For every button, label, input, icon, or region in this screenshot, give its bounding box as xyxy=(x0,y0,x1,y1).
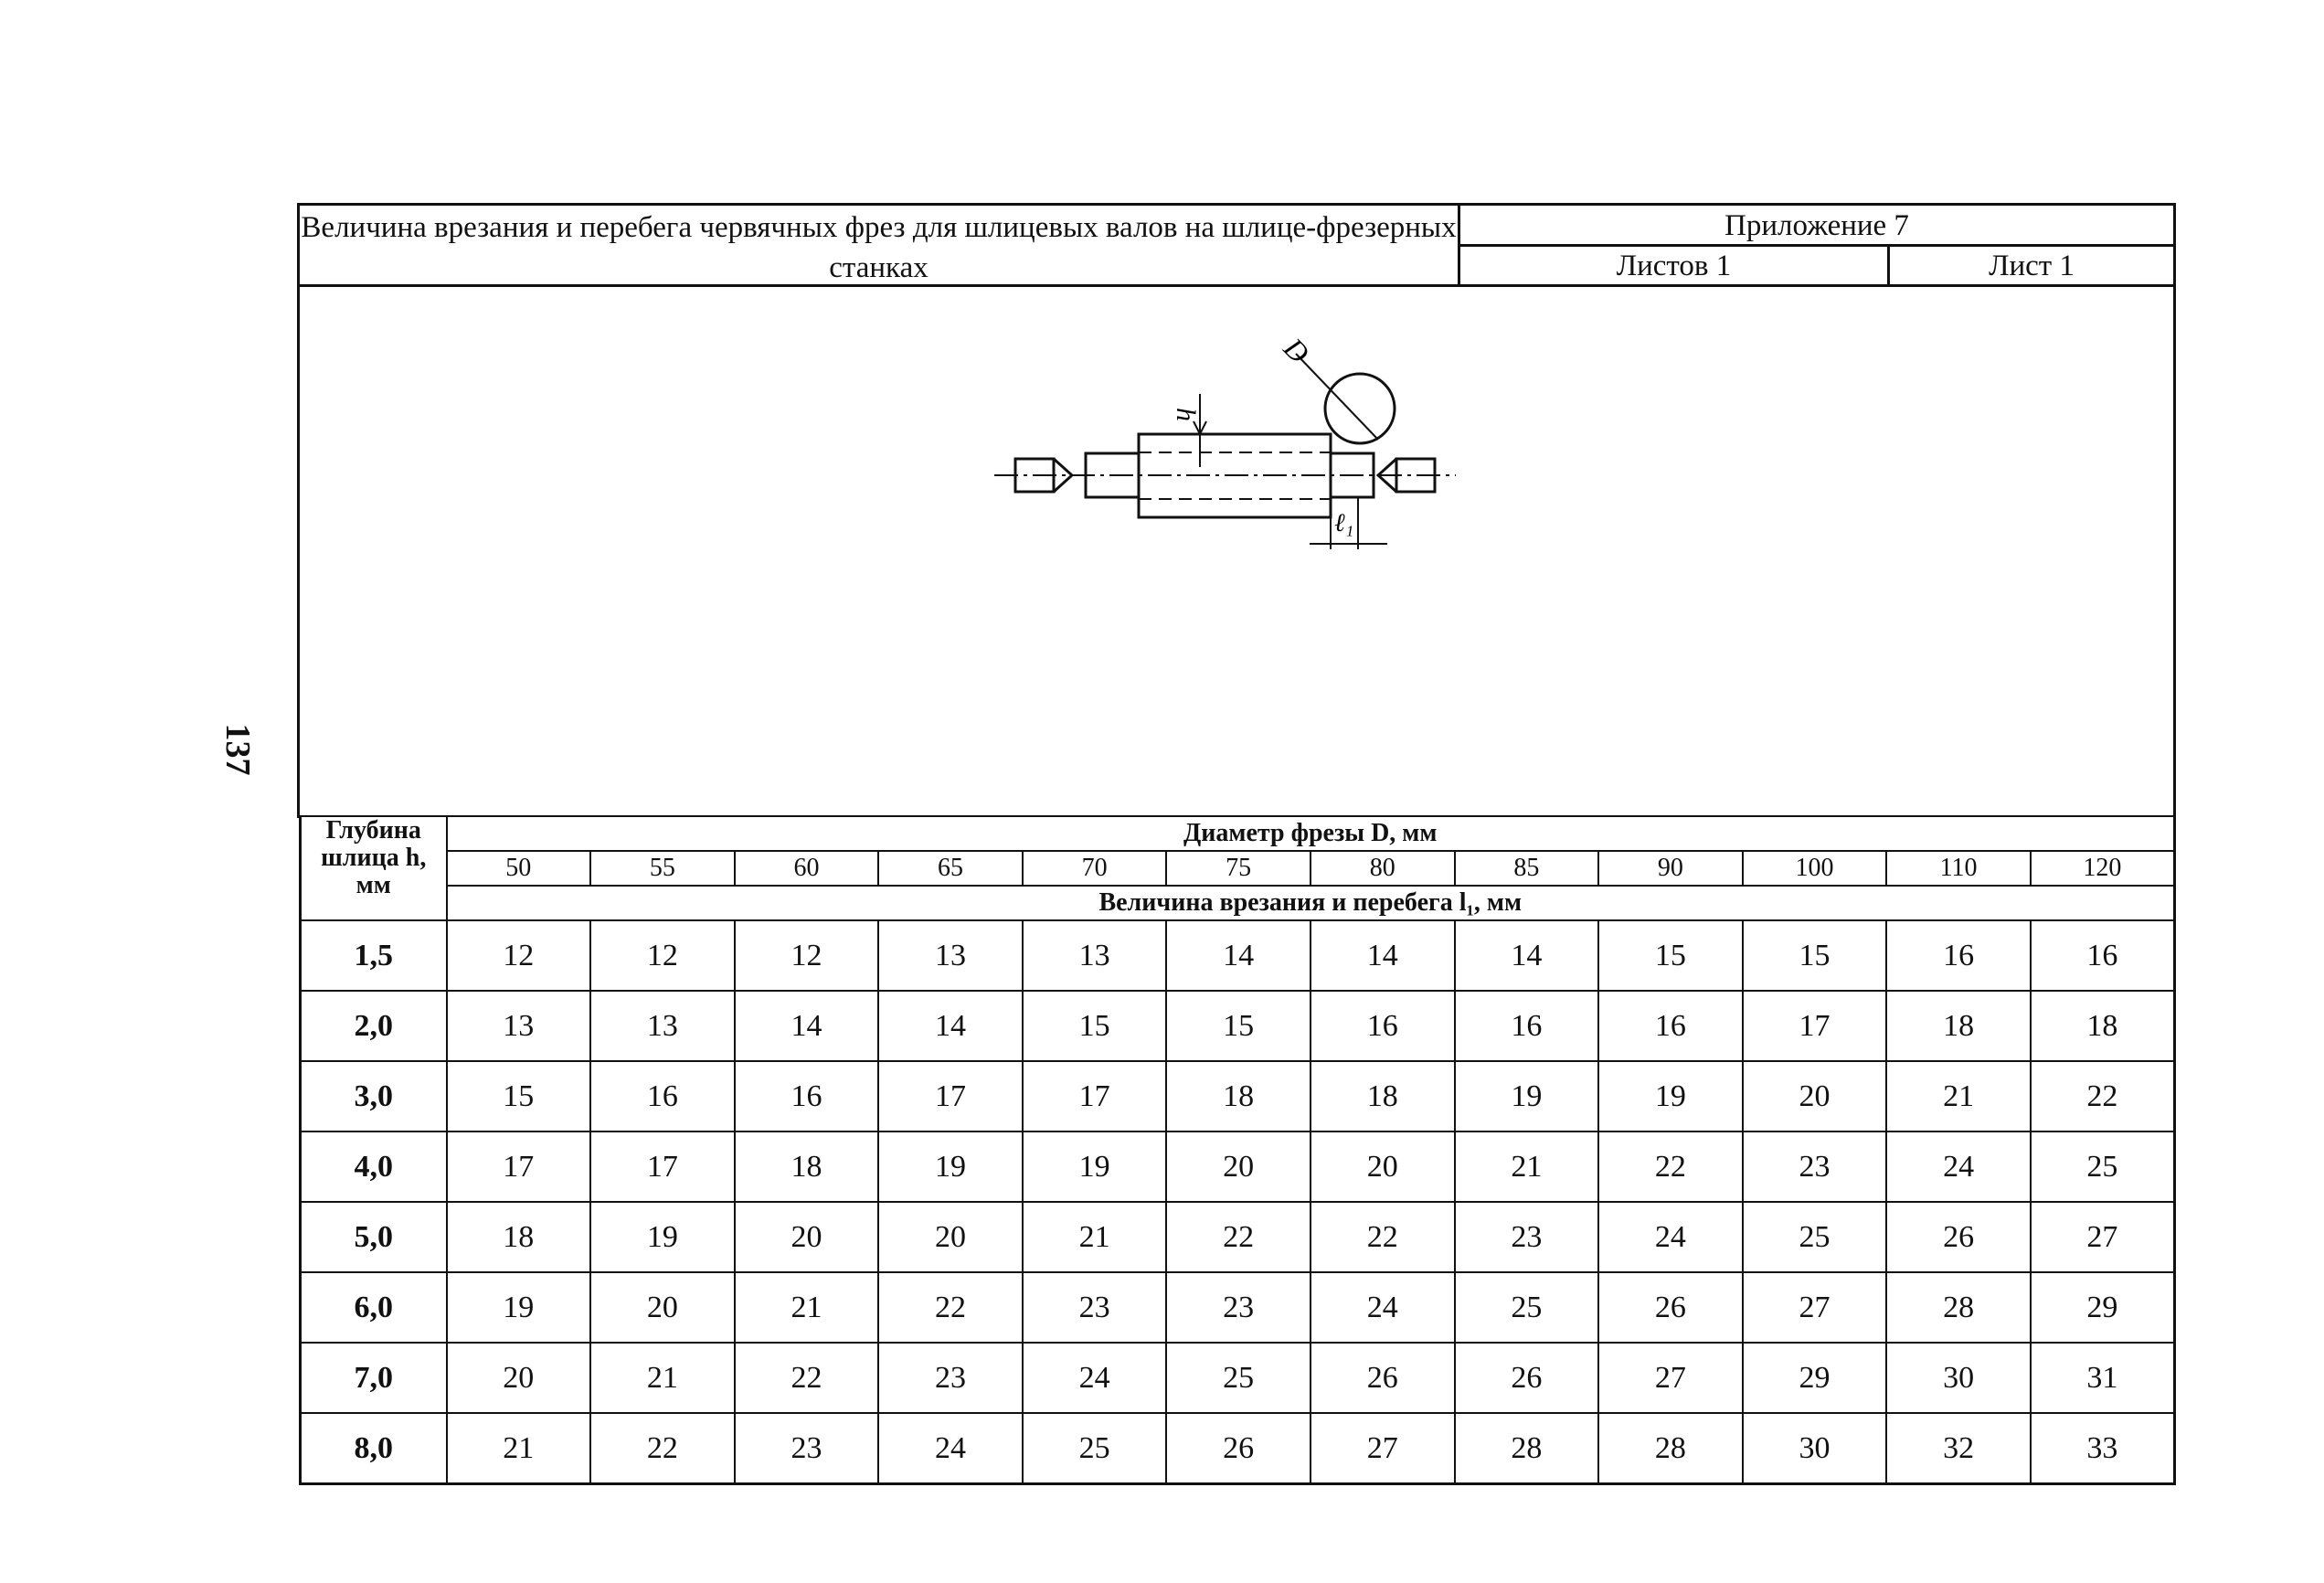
value-cell: 23 xyxy=(735,1413,879,1484)
depth-cell: 7,0 xyxy=(301,1343,447,1413)
value-cell: 13 xyxy=(1023,920,1167,991)
depth-cell: 5,0 xyxy=(301,1202,447,1272)
diameter-header: Диаметр фрезы D, мм xyxy=(447,816,2175,851)
diameter-cell: 110 xyxy=(1886,851,2031,886)
value-cell: 16 xyxy=(2031,920,2175,991)
diameter-cell: 80 xyxy=(1311,851,1455,886)
value-cell: 27 xyxy=(1598,1343,1743,1413)
value-cell: 25 xyxy=(1743,1202,1887,1272)
table-row xyxy=(301,920,2175,991)
value-cell: 30 xyxy=(1886,1343,2031,1413)
value-cell: 26 xyxy=(1166,1413,1311,1484)
value-cell: 24 xyxy=(878,1413,1023,1484)
value-cell: 21 xyxy=(735,1272,879,1343)
value-cell: 23 xyxy=(1455,1202,1599,1272)
table-body xyxy=(301,816,2175,1484)
value-cell: 28 xyxy=(1886,1272,2031,1343)
value-cell: 14 xyxy=(1455,920,1599,991)
value-cell: 20 xyxy=(447,1343,591,1413)
depth-cell: 8,0 xyxy=(301,1413,447,1484)
value-cell: 14 xyxy=(735,991,879,1061)
value-cell: 29 xyxy=(2031,1272,2175,1343)
title-block xyxy=(297,203,2176,287)
value-cell: 14 xyxy=(1166,920,1311,991)
value-cell: 17 xyxy=(878,1061,1023,1131)
value-cell: 22 xyxy=(590,1413,735,1484)
sheet-info xyxy=(1460,247,2173,285)
value-cell: 22 xyxy=(735,1343,879,1413)
value-cell: 15 xyxy=(1166,991,1311,1061)
value-cell: 19 xyxy=(1455,1061,1599,1131)
value-cell: 24 xyxy=(1886,1131,2031,1202)
header-row-values xyxy=(301,851,2175,886)
table-row xyxy=(301,991,2175,1061)
value-cell: 26 xyxy=(1886,1202,2031,1272)
value-cell: 32 xyxy=(1886,1413,2031,1484)
value-cell: 16 xyxy=(1311,991,1455,1061)
table-row xyxy=(301,1202,2175,1272)
value-cell: 21 xyxy=(1023,1202,1167,1272)
value-cell: 14 xyxy=(1311,920,1455,991)
table-row xyxy=(301,1413,2175,1484)
depth-cell: 1,5 xyxy=(301,920,447,991)
sheets-total: Листов 1 xyxy=(1460,247,1890,285)
value-cell: 16 xyxy=(1886,920,2031,991)
value-cell: 20 xyxy=(1743,1061,1887,1131)
value-cell: 24 xyxy=(1023,1343,1167,1413)
depth-cell: 4,0 xyxy=(301,1131,447,1202)
value-cell: 20 xyxy=(878,1202,1023,1272)
value-cell: 28 xyxy=(1455,1413,1599,1484)
value-cell: 23 xyxy=(1166,1272,1311,1343)
value-cell: 18 xyxy=(2031,991,2175,1061)
value-cell: 25 xyxy=(1455,1272,1599,1343)
value-cell: 21 xyxy=(447,1413,591,1484)
value-cell: 23 xyxy=(878,1343,1023,1413)
value-cell: 21 xyxy=(1886,1061,2031,1131)
value-cell: 15 xyxy=(1598,920,1743,991)
diameter-cell: 55 xyxy=(590,851,735,886)
header-row-diameter xyxy=(301,816,2175,851)
value-cell: 25 xyxy=(2031,1131,2175,1202)
value-cell: 22 xyxy=(1166,1202,1311,1272)
value-cell: 19 xyxy=(1598,1061,1743,1131)
value-cell: 33 xyxy=(2031,1413,2175,1484)
value-cell: 16 xyxy=(1455,991,1599,1061)
value-cell: 22 xyxy=(2031,1061,2175,1131)
value-cell: 25 xyxy=(1023,1413,1167,1484)
value-cell: 27 xyxy=(1743,1272,1887,1343)
value-cell: 24 xyxy=(1311,1272,1455,1343)
diameter-cell: 120 xyxy=(2031,851,2175,886)
value-cell: 23 xyxy=(1743,1131,1887,1202)
value-cell: 12 xyxy=(590,920,735,991)
value-cell: 17 xyxy=(590,1131,735,1202)
value-cell: 29 xyxy=(1743,1343,1887,1413)
value-cell: 13 xyxy=(590,991,735,1061)
spline-shaft-drawing xyxy=(300,284,2173,818)
value-cell: 26 xyxy=(1311,1343,1455,1413)
value-cell: 30 xyxy=(1743,1413,1887,1484)
diameter-cell: 50 xyxy=(447,851,591,886)
diameter-cell: 70 xyxy=(1023,851,1167,886)
value-cell: 22 xyxy=(1311,1202,1455,1272)
value-cell: 16 xyxy=(590,1061,735,1131)
value-cell: 28 xyxy=(1598,1413,1743,1484)
value-cell: 27 xyxy=(1311,1413,1455,1484)
table-row xyxy=(301,1061,2175,1131)
value-cell: 16 xyxy=(735,1061,879,1131)
table-row xyxy=(301,1131,2175,1202)
label-l1: ℓ₁ xyxy=(1334,509,1354,537)
value-cell: 20 xyxy=(1311,1131,1455,1202)
table-row xyxy=(301,1343,2175,1413)
value-cell: 22 xyxy=(878,1272,1023,1343)
label-D: D xyxy=(1278,331,1316,370)
depth-cell: 2,0 xyxy=(301,991,447,1061)
diameter-cell: 85 xyxy=(1455,851,1599,886)
diameter-cell: 90 xyxy=(1598,851,1743,886)
depth-header: Глубина шлица h, мм xyxy=(301,816,447,920)
value-cell: 17 xyxy=(1023,1061,1167,1131)
drawing-area xyxy=(297,284,2176,818)
value-cell: 20 xyxy=(735,1202,879,1272)
value-cell: 15 xyxy=(1743,920,1887,991)
value-cell: 21 xyxy=(1455,1131,1599,1202)
depth-cell: 6,0 xyxy=(301,1272,447,1343)
value-cell: 19 xyxy=(1023,1131,1167,1202)
value-cell: 15 xyxy=(1023,991,1167,1061)
value-cell: 18 xyxy=(1886,991,2031,1061)
data-table xyxy=(299,815,2176,1485)
value-cell: 25 xyxy=(1166,1343,1311,1413)
value-cell: 23 xyxy=(1023,1272,1167,1343)
document-sheet xyxy=(297,203,2176,1465)
value-cell: 16 xyxy=(1598,991,1743,1061)
appendix-label: Приложение 7 xyxy=(1460,206,2173,247)
value-cell: 31 xyxy=(2031,1343,2175,1413)
label-h: h xyxy=(1171,408,1201,421)
value-cell: 13 xyxy=(878,920,1023,991)
value-header: Величина врезания и перебега l₁, мм xyxy=(447,886,2175,920)
value-cell: 26 xyxy=(1455,1343,1599,1413)
value-cell: 18 xyxy=(735,1131,879,1202)
value-cell: 20 xyxy=(590,1272,735,1343)
value-cell: 27 xyxy=(2031,1202,2175,1272)
value-cell: 26 xyxy=(1598,1272,1743,1343)
value-cell: 18 xyxy=(1311,1061,1455,1131)
hob-cutter xyxy=(1325,374,1395,443)
page-number: 137 xyxy=(218,723,257,776)
value-cell: 15 xyxy=(447,1061,591,1131)
value-cell: 17 xyxy=(447,1131,591,1202)
diameter-cell: 60 xyxy=(735,851,879,886)
cutter-diameter-line xyxy=(1296,354,1378,440)
value-cell: 24 xyxy=(1598,1202,1743,1272)
document-title: Величина врезания и перебега червячных фрез для шлицевых валов на шлице-фрезерных станках xyxy=(300,206,1460,284)
value-cell: 19 xyxy=(447,1272,591,1343)
value-cell: 18 xyxy=(1166,1061,1311,1131)
diameter-cell: 65 xyxy=(878,851,1023,886)
value-cell: 12 xyxy=(735,920,879,991)
depth-cell: 3,0 xyxy=(301,1061,447,1131)
diameter-cell: 100 xyxy=(1743,851,1887,886)
header-row-l1 xyxy=(301,886,2175,920)
table-row xyxy=(301,1272,2175,1343)
value-cell: 21 xyxy=(590,1343,735,1413)
value-cell: 18 xyxy=(447,1202,591,1272)
value-cell: 19 xyxy=(878,1131,1023,1202)
diameter-cell: 75 xyxy=(1166,851,1311,886)
value-cell: 22 xyxy=(1598,1131,1743,1202)
value-cell: 20 xyxy=(1166,1131,1311,1202)
value-cell: 17 xyxy=(1743,991,1887,1061)
value-cell: 12 xyxy=(447,920,591,991)
sheet-number: Лист 1 xyxy=(1989,250,2075,282)
value-cell: 14 xyxy=(878,991,1023,1061)
value-cell: 13 xyxy=(447,991,591,1061)
value-cell: 19 xyxy=(590,1202,735,1272)
meta-block xyxy=(1460,206,2173,284)
